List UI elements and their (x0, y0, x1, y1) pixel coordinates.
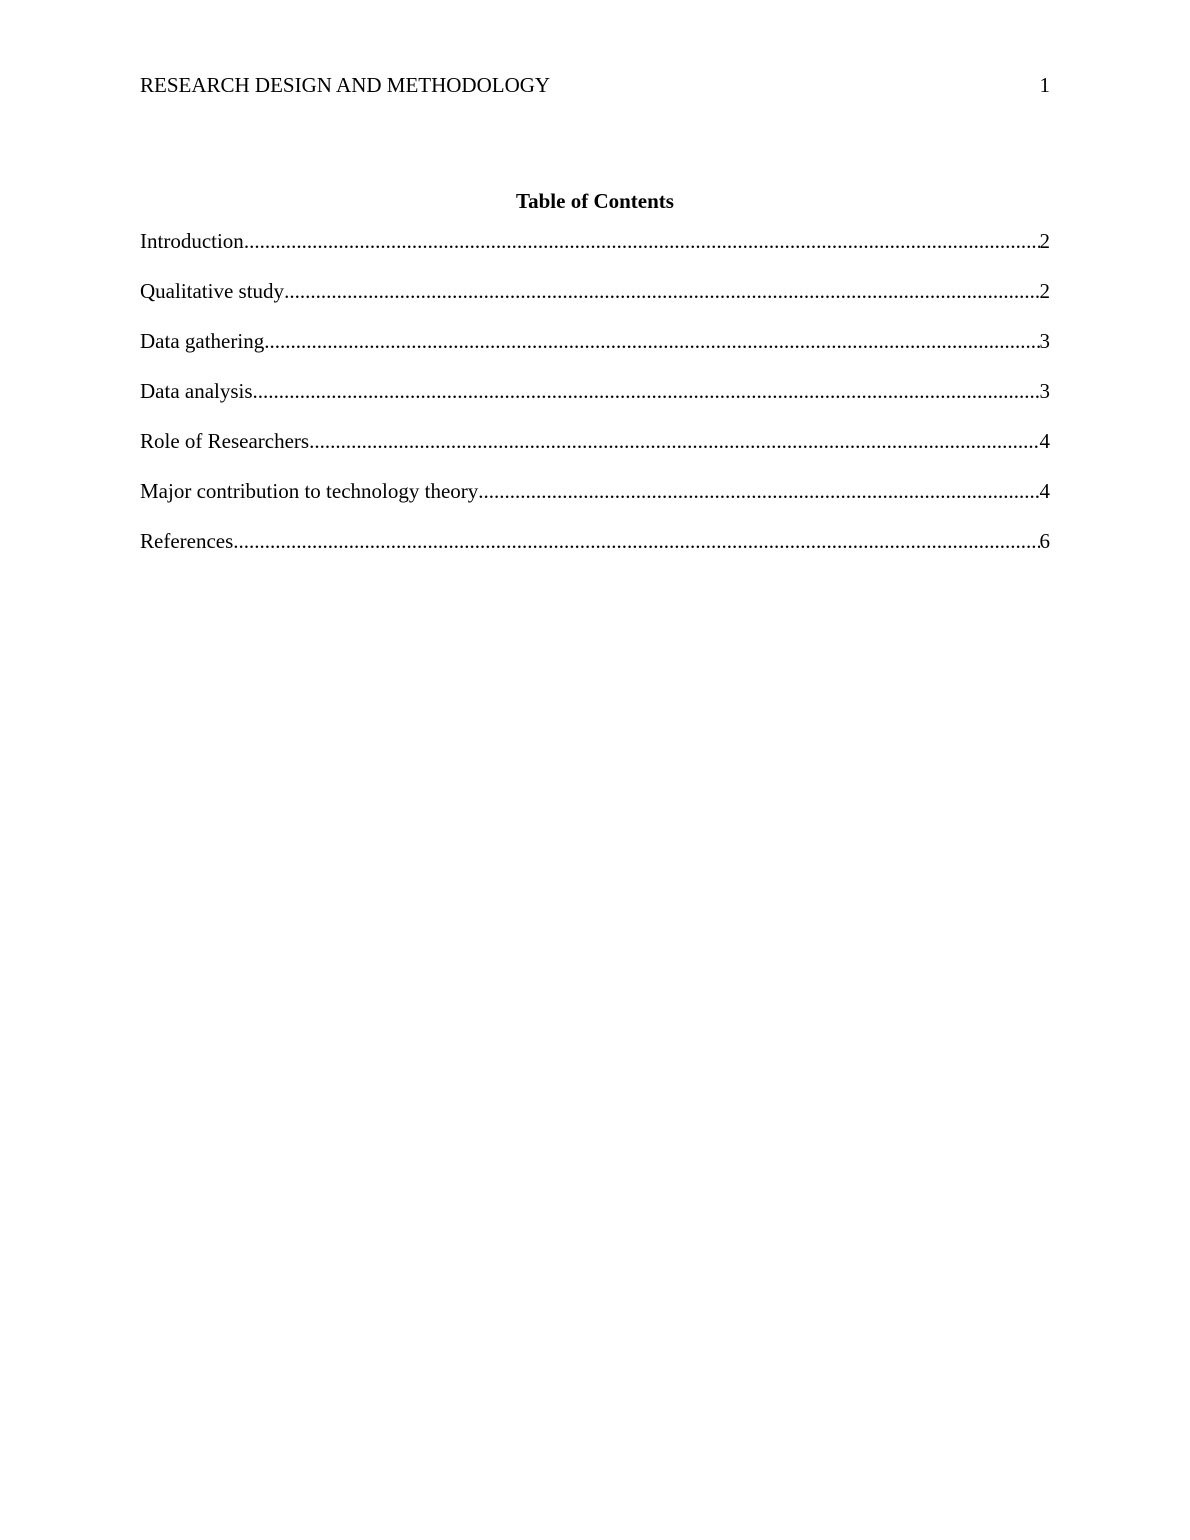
toc-dot-leader (309, 426, 1039, 456)
toc-entry-label: Major contribution to technology theory (140, 479, 479, 503)
toc-dot-leader (253, 376, 1040, 406)
toc-entry-major-contribution[interactable] (140, 476, 1050, 526)
toc-entry-label: Introduction (140, 229, 244, 253)
toc-entry-data-analysis[interactable] (140, 376, 1050, 426)
toc-entry-page: 3 (1039, 329, 1050, 353)
toc-dot-leader (233, 526, 1039, 556)
toc-list (140, 226, 1050, 576)
toc-dot-leader (264, 326, 1039, 356)
toc-entry-label: Data gathering (140, 329, 265, 353)
toc-entry-label: Role of Researchers (140, 429, 310, 453)
page-number: 1 (1039, 73, 1050, 97)
toc-entry-label: Data analysis (140, 379, 253, 403)
toc-entry-page: 4 (1039, 479, 1050, 503)
toc-entry-page: 4 (1039, 429, 1050, 453)
toc-dot-leader (478, 476, 1039, 506)
toc-entry-page: 3 (1039, 379, 1050, 403)
toc-entry-references[interactable] (140, 526, 1050, 576)
running-header-title: RESEARCH DESIGN AND METHODOLOGY (140, 73, 551, 97)
toc-entry-label: Qualitative study (140, 279, 285, 303)
toc-dot-leader (284, 276, 1039, 306)
toc-entry-data-gathering[interactable] (140, 326, 1050, 376)
toc-entry-page: 2 (1039, 229, 1050, 253)
toc-dot-leader (244, 226, 1040, 256)
toc-entry-page: 6 (1039, 529, 1050, 553)
toc-title: Table of Contents (516, 189, 674, 213)
toc-entry-label: References (140, 529, 234, 553)
toc-entry-role-of-researchers[interactable] (140, 426, 1050, 476)
toc-entry-page: 2 (1039, 279, 1050, 303)
toc-entry-qualitative-study[interactable] (140, 276, 1050, 326)
running-header (140, 70, 1050, 100)
toc-entry-introduction[interactable] (140, 226, 1050, 276)
